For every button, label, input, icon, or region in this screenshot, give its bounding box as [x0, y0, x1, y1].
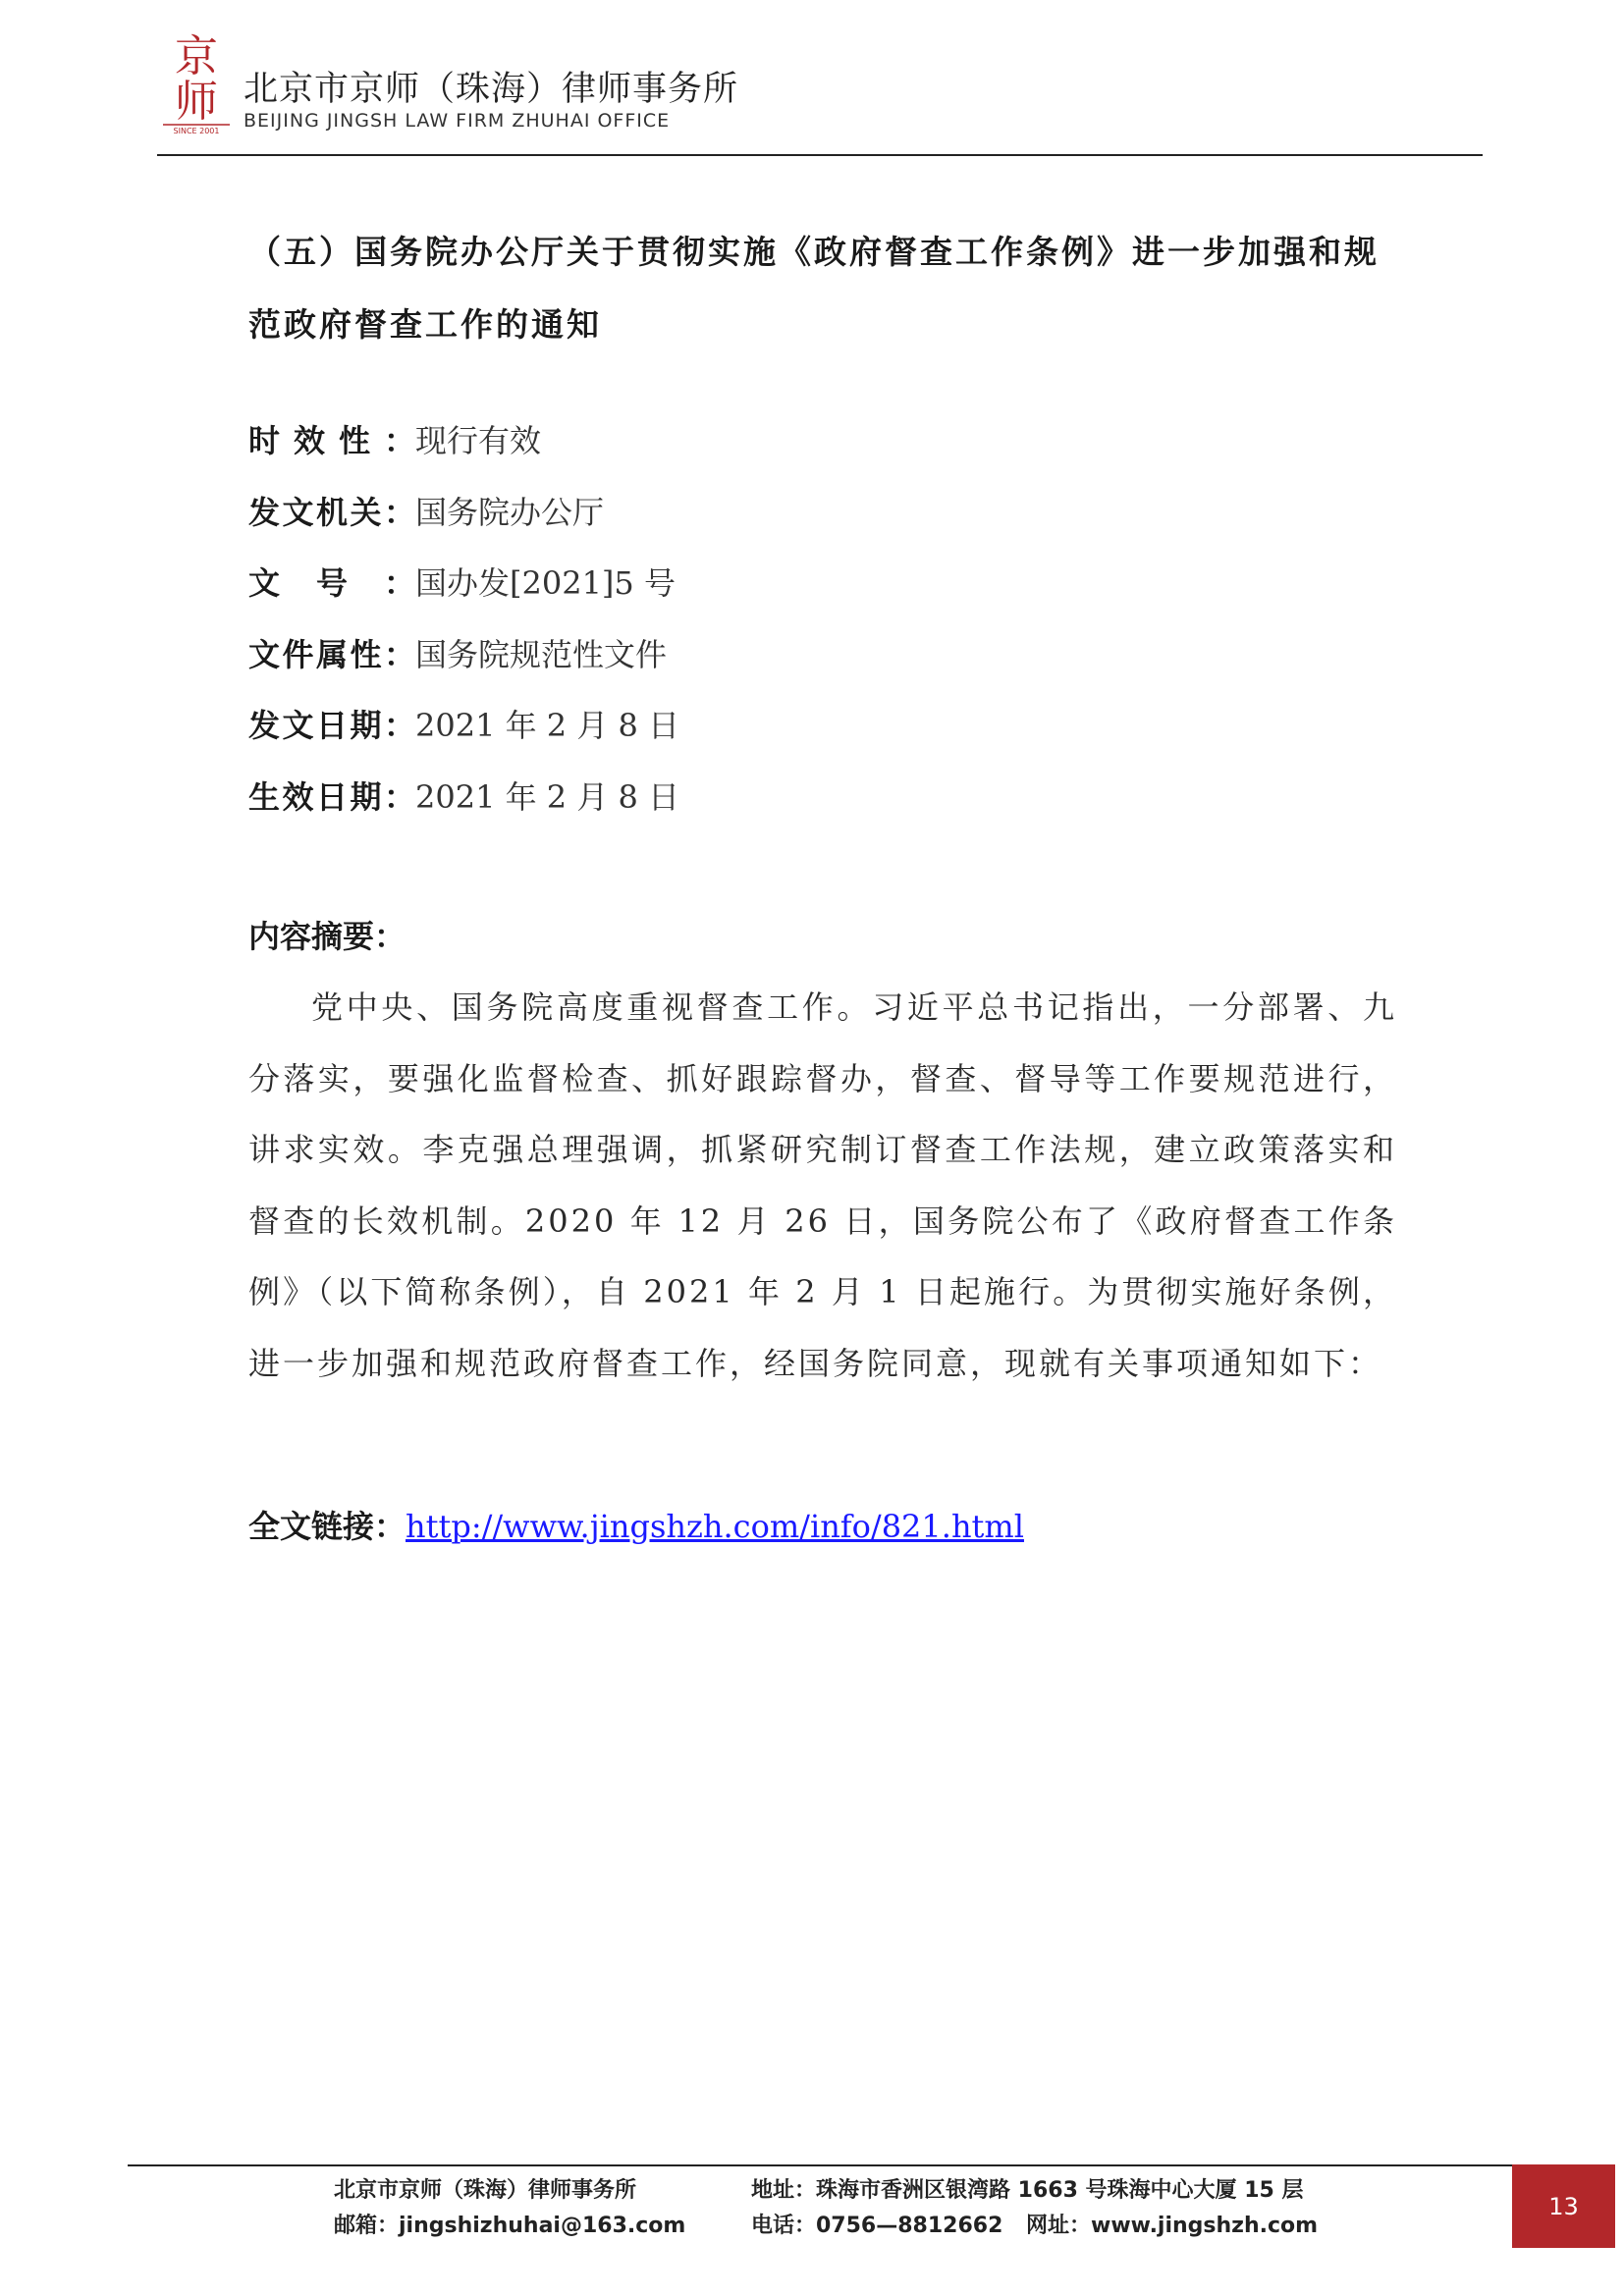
- meta-value: 2021 年 2 月 8 日: [415, 707, 680, 744]
- link-label: 全文链接：: [248, 1508, 406, 1545]
- summary-heading: 内容摘要：: [248, 918, 406, 955]
- header-divider: [157, 154, 1483, 156]
- meta-label: 生效日期：: [248, 777, 415, 816]
- footer-firm-name: 北京市京师（珠海）律师事务所: [334, 2178, 637, 2203]
- meta-row-issue-date: [248, 690, 1397, 762]
- logo-char-bottom: 师: [175, 77, 218, 127]
- meta-row-validity: [248, 405, 1397, 477]
- metadata-list: [248, 405, 1397, 832]
- page-number: 13: [1548, 2192, 1579, 2220]
- meta-value: 国务院办公厅: [415, 493, 605, 531]
- meta-row-issuer: [248, 477, 1397, 549]
- document-content: [248, 216, 1397, 1556]
- page-number-badge: [1512, 2164, 1615, 2248]
- meta-label: 发文机关：: [248, 493, 415, 531]
- page-header: [157, 29, 1483, 157]
- logo-since: SINCE 2001: [173, 127, 220, 135]
- logo-char-top: 京: [175, 31, 218, 81]
- footer-website: 网址：www.jingshzh.com: [1026, 2214, 1319, 2238]
- meta-label: 时效性：: [248, 422, 415, 459]
- meta-value: 2021 年 2 月 8 日: [415, 777, 680, 816]
- meta-value: 国务院规范性文件: [415, 635, 668, 673]
- firm-logo: [157, 29, 236, 137]
- firm-name-en: BEIJING JINGSH LAW FIRM ZHUHAI OFFICE: [244, 110, 671, 132]
- meta-label: 文件属性：: [248, 635, 415, 673]
- meta-label: 发文日期：: [248, 707, 415, 744]
- meta-row-doc-number: [248, 548, 1397, 619]
- meta-row-attribute: [248, 619, 1397, 691]
- summary-text: 党中央、国务院高度重视督查工作。习近平总书记指出，一分部署、九分落实，要强化监督检查、抓好跟踪督办，督查、督导等工作要规范进行，讲求实效。李克强总理强调，抓紧研究制订督查工作法规，建立政策落实和督查的长效机制。2020 年 12 月 26 日，国务院公布了《政府督查工作条例》（以下简称条例），自 2021 年 2 月 1 日起施行。为贯彻实施好条例，进一步加强和规范政府督查工作，经国务院同意，现就有关事项通知如下：: [248, 988, 1397, 1382]
- meta-value: 现行有效: [415, 422, 542, 459]
- document-title: （五）国务院办公厅关于贯彻实施《政府督查工作条例》进一步加强和规范政府督查工作的通知: [248, 233, 1380, 344]
- meta-row-effective-date: [248, 762, 1397, 833]
- footer-email: 邮箱：jingshizhuhai@163.com: [334, 2214, 686, 2238]
- footer-address: 地址：珠海市香洲区银湾路 1663 号珠海中心大厦 15 层: [751, 2178, 1304, 2203]
- firm-name-cn: 北京市京师（珠海）律师事务所: [244, 70, 739, 109]
- full-text-link-row: [248, 1497, 1397, 1556]
- footer-phone: 电话：0756—8812662: [751, 2214, 1003, 2238]
- full-text-link[interactable]: http://www.jingshzh.com/info/821.html: [406, 1508, 1024, 1545]
- meta-value: 国办发[2021]5 号: [415, 564, 676, 602]
- meta-label: 文号：: [248, 564, 415, 602]
- footer-divider: [128, 2164, 1512, 2166]
